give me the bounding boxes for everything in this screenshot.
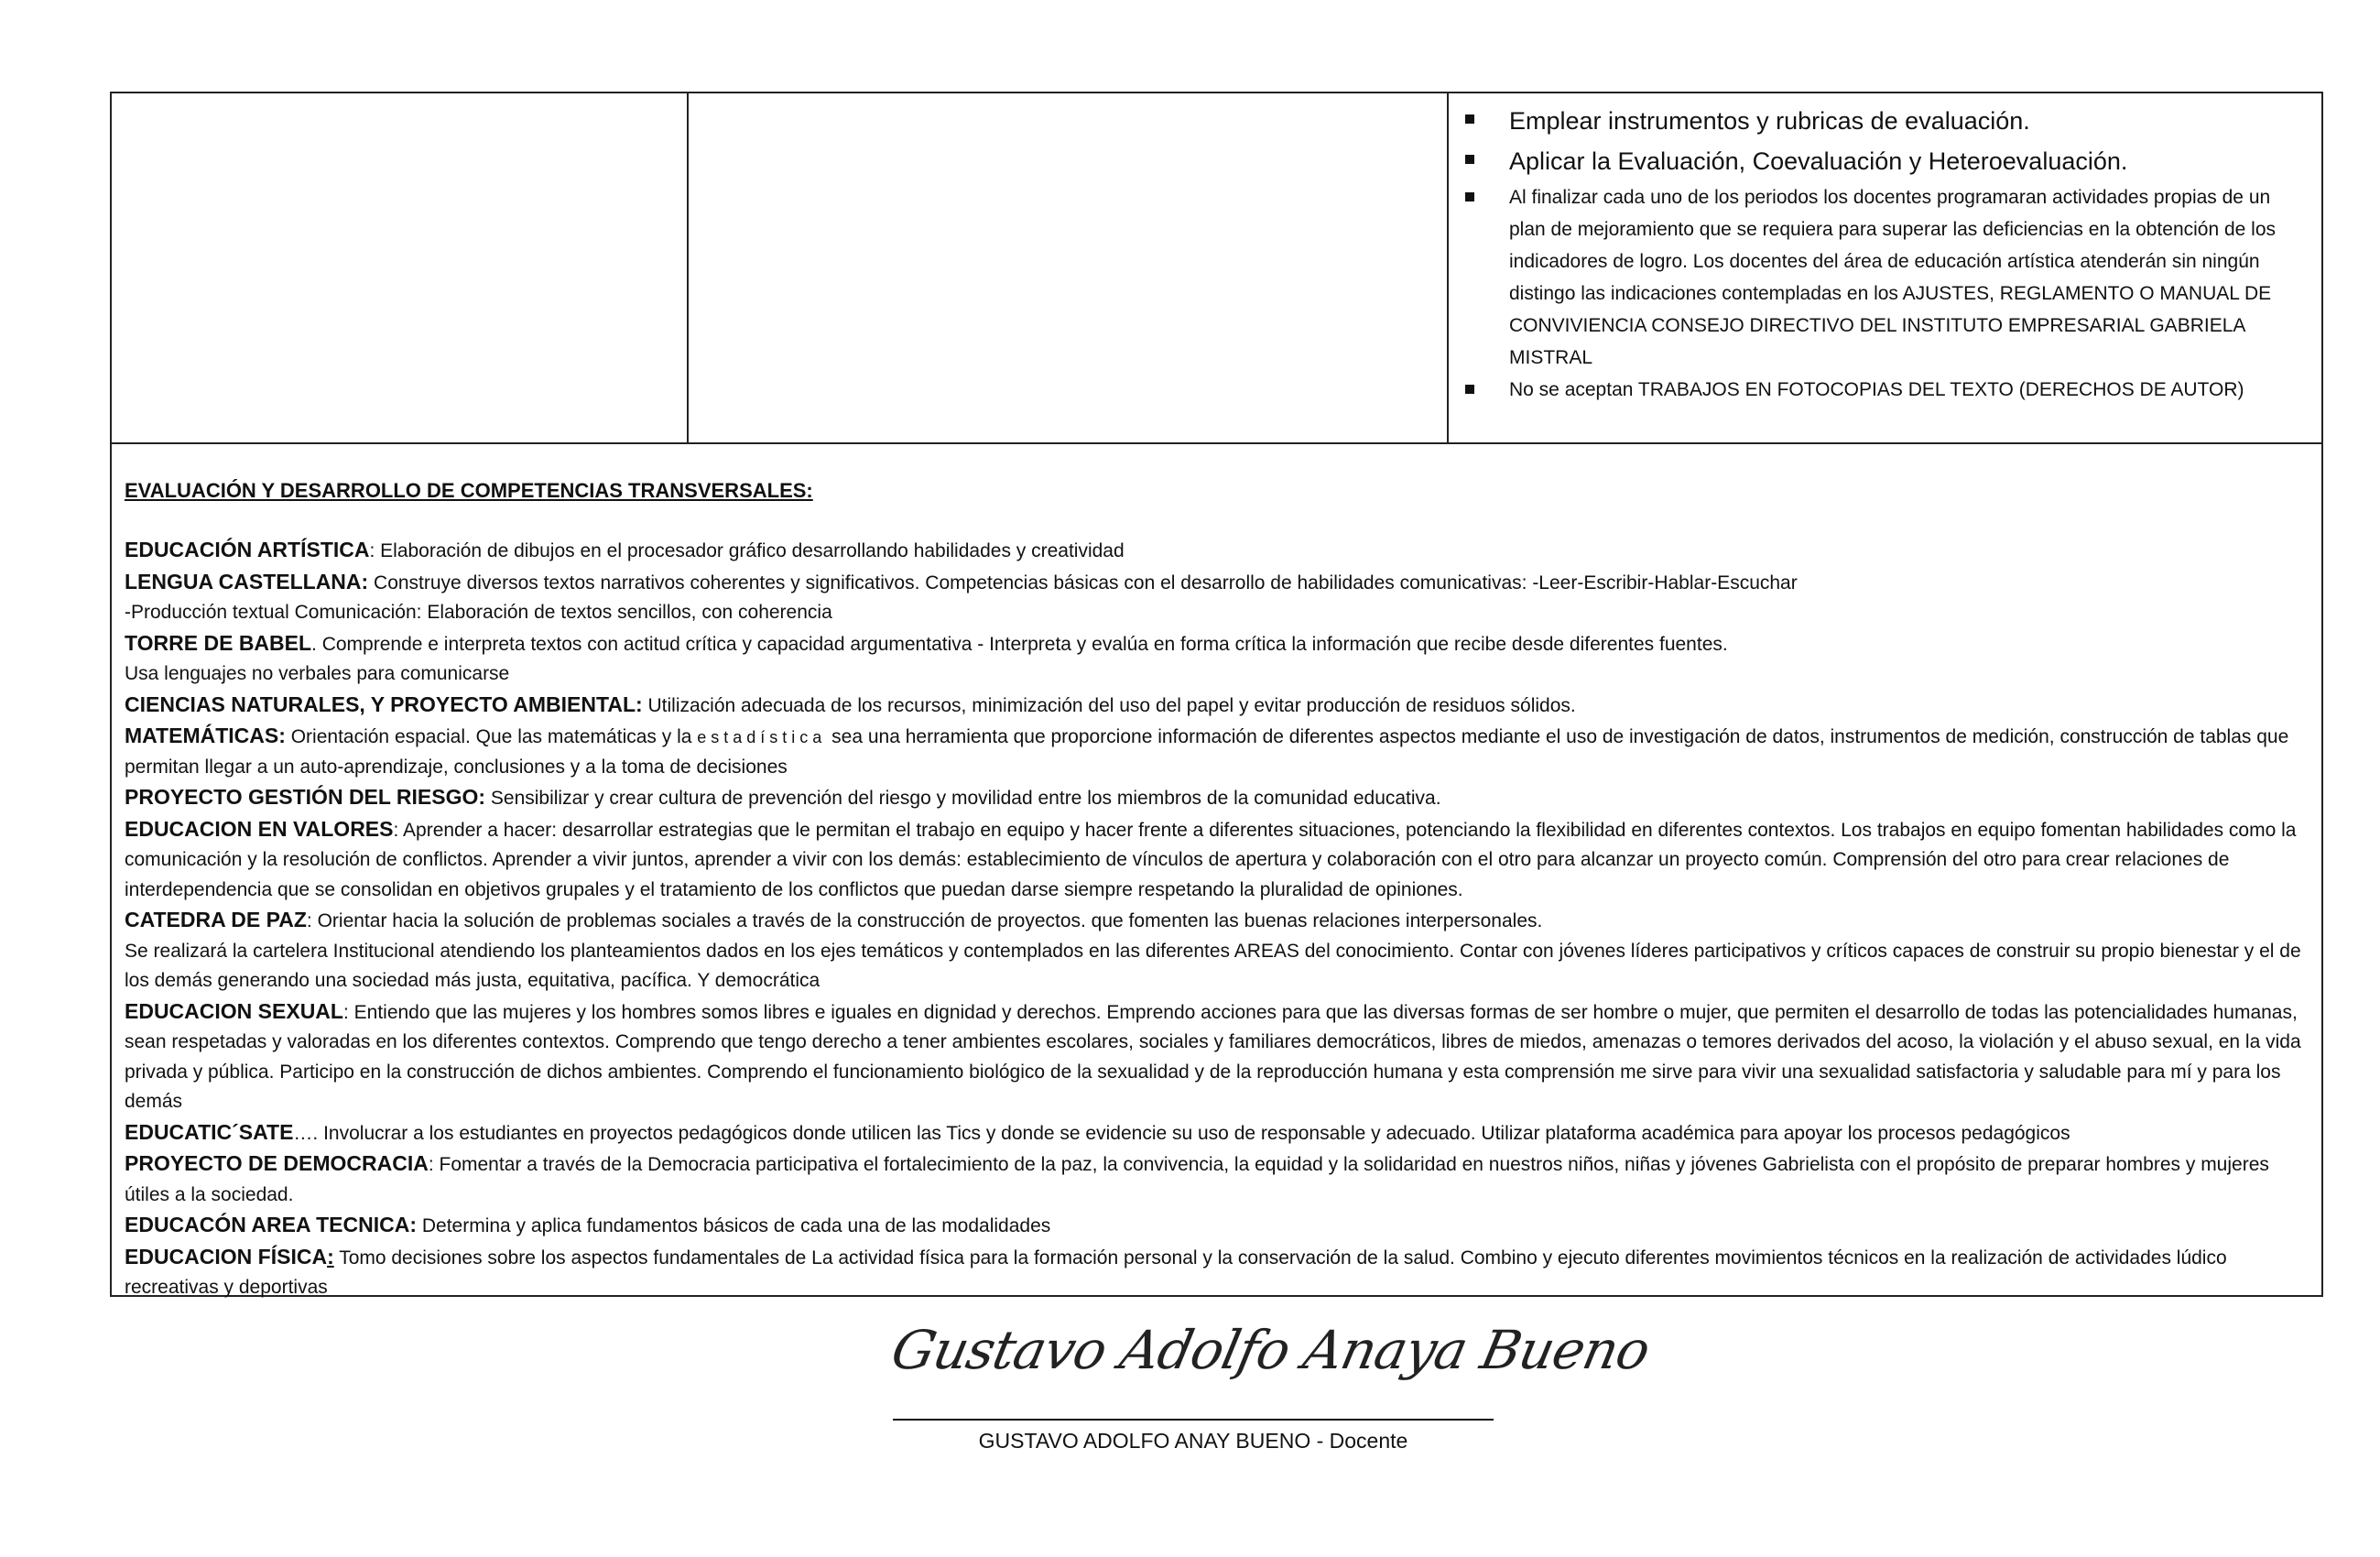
entry-label: TORRE DE BABEL (125, 630, 312, 655)
entry-text-line2: Se realizará la cartelera Institucional atendiendo los planteamientos dados en los ejes temáticos y contemplados en las diferentes AREAS del conocimiento. Contar con jóvenes líderes participativos y críticos capaces de construir su propio bienestar y el de los demás generando una sociedad más justa, equitativa, pacífica. Y democrática (125, 940, 2301, 991)
list-item (1449, 181, 2285, 374)
entry-label: CIENCIAS NATURALES, Y PROYECTO AMBIENTAL: (125, 691, 643, 716)
square-bullet-icon (1465, 155, 1474, 164)
list-item (1449, 141, 2285, 181)
entry-text: …. Involucrar a los estudiantes en proyectos pedagógicos donde utilicen las Tics y donde se evidencie su uso de responsable y adecuado. Utilizar plataforma académica para apoyar los procesos pedagógicos (293, 1122, 2070, 1144)
entry-democracia (125, 1149, 2309, 1210)
criteria-list (1449, 101, 2285, 406)
square-bullet-icon (1465, 114, 1474, 124)
entry-text: : Elaboración de dibujos en el procesador gráfico desarrollando habilidades y creatividad (369, 540, 1125, 561)
competencias-section (110, 443, 2323, 1297)
entry-artistica (125, 535, 2309, 567)
square-bullet-icon (1465, 385, 1474, 394)
bullet-text: Al finalizar cada uno de los periodos los docentes programaran actividades propias de un plan de mejoramiento que se requiera para superar las deficiencias en la obtención de los indicadores de logro. Los docentes del área de educación artística atenderán sin ningún distingo las indicaciones contempladas en los AJUSTES, REGLAMENTO O MANUAL DE CONVIVIENCIA CONSEJO DIRECTIVO DEL INSTITUTO EMPRESARIAL GABRIELA MISTRAL (1509, 187, 2277, 368)
entry-label: EDUCACÓN AREA TECNICA: (125, 1213, 418, 1236)
list-item (1449, 374, 2285, 406)
entry-text-spaced: estadística (697, 728, 827, 746)
entry-torre-babel (125, 628, 2309, 690)
entry-label: CATEDRA DE PAZ (125, 908, 307, 931)
entry-label: LENGUA CASTELLANA: (125, 569, 369, 593)
entry-catedra-paz (125, 905, 2309, 996)
entry-text: Determina y aplica fundamentos básicos de cada una de las modalidades (417, 1215, 1051, 1236)
entry-gestion-riesgo (125, 782, 2309, 814)
entry-label: EDUCACION EN VALORES (125, 816, 394, 841)
table-cell-empty-1 (112, 93, 689, 442)
entry-text: : Fomentar a través de la Democracia participativa el fortalecimiento de la paz, la convivencia, la equidad y la solidaridad en nuestros niños, niñas y jóvenes Gabrielista con el propósito de preparar hombres y mujeres útiles a la sociedad. (125, 1154, 2269, 1205)
table-cell-criteria (1449, 93, 2321, 442)
handwritten-signature: Gustavo Adolfo Anaya Bueno (886, 1319, 1656, 1381)
entry-ciencias (125, 690, 2309, 722)
entry-text-line2: Usa lenguajes no verbales para comunicarse (125, 663, 510, 684)
entry-label: EDUCATIC´SATE (125, 1119, 294, 1144)
entry-label: MATEMÁTICAS: (125, 724, 286, 747)
entry-text: Utilización adecuada de los recursos, minimización del uso del papel y evitar producción de residuos sólidos. (642, 694, 1576, 716)
entry-fisica (125, 1242, 2309, 1303)
entry-text: : Orientar hacia la solución de problemas sociales a través de la construcción de proyectos. que fomenten las buenas relaciones interpersonales. (306, 910, 1543, 931)
signature-line (893, 1419, 1494, 1421)
entry-educatic (125, 1117, 2309, 1149)
entry-label: EDUCACION SEXUAL (125, 998, 343, 1023)
evaluation-table (110, 92, 2323, 444)
square-bullet-icon (1465, 192, 1474, 201)
section-title: EVALUACIÓN Y DESARROLLO DE COMPETENCIAS TRANSVERSALES: (125, 479, 813, 502)
list-item (1449, 101, 2285, 141)
entry-label-colon: : (327, 1244, 334, 1268)
entry-area-tecnica (125, 1210, 2309, 1242)
entry-text: Tomo decisiones sobre los aspectos fundamentales de La actividad física para la formación personal y la conservación de la salud. Combino y ejecuto diferentes movimientos técnicos en la realización de actividades lúdico recreativas y deportivas (125, 1247, 2227, 1298)
signature-caption: GUSTAVO ADOLFO ANAY BUENO - Docente (978, 1429, 1408, 1453)
entry-text: Sensibilizar y crear cultura de prevención del riesgo y movilidad entre los miembros de la comunidad educativa. (485, 788, 1441, 809)
entry-text: : Entiendo que las mujeres y los hombres somos libres e iguales en dignidad y derechos. Emprendo acciones para que las diversas formas de ser hombre o mujer, que permiten el desarrollo de todas las potencialidades humanas, sean respetadas y valoradas en los diferentes contextos. Comprendo que tengo derecho a tener ambientes escolares, sociales y familiares democráticos, libres de miedos, amenazas o temores derivados del acoso, la violación y el abuso sexual, en la vida privada y pública. Participo en la construcción de dichos ambientes. Comprendo el funcionamiento biológico de la sexualidad y de la reproducción humana y esta comprensión me sirve para vivir una sexualidad satisfactoria y saludable para mí y para los demás (125, 1001, 2301, 1112)
entry-matematicas (125, 721, 2309, 782)
entry-text: . Comprende e interpreta textos con actitud crítica y capacidad argumentativa - Interpreta y evalúa en forma crítica la información que recibe desde diferentes fuentes. (311, 633, 1728, 655)
entry-text-line2: -Producción textual Comunicación: Elaboración de textos sencillos, con coherencia (125, 602, 832, 623)
table-cell-empty-2 (689, 93, 1449, 442)
entry-text: Construye diversos textos narrativos coherentes y significativos. Competencias básicas con el desarrollo de habilidades comunicativas: -Leer-Escribir-Hablar-Escuchar (368, 572, 1798, 593)
entry-label: EDUCACIÓN ARTÍSTICA (125, 538, 370, 561)
entry-text: sea una herramienta que proporcione información de diferentes aspectos mediante el uso de investigación de datos, instrumentos de medición, construcción de tablas que permitan llegar a un auto-aprendizaje, conclusiones y a la toma de decisiones (125, 726, 2289, 778)
entry-label: EDUCACION FÍSICA (125, 1244, 328, 1268)
bullet-text: No se aceptan TRABAJOS EN FOTOCOPIAS DEL TEXTO (DERECHOS DE AUTOR) (1509, 379, 2244, 400)
entry-valores (125, 814, 2309, 906)
entry-sexual (125, 996, 2309, 1117)
entry-text: Orientación espacial. Que las matemáticas y la (285, 726, 698, 747)
bullet-text: Aplicar la Evaluación, Coevaluación y Heteroevaluación. (1509, 147, 2128, 175)
entry-text: : Aprender a hacer: desarrollar estrategias que le permitan el trabajo en equipo y hacer frente a diferentes situaciones, potenciando la flexibilidad en diferentes contextos. Los trabajos en equipo fomentan habilidades como la comunicación y la resolución de conflictos. Aprender a vivir juntos, aprender a vivir con los demás: establecimiento de vínculos de apertura y colaboración con el otro para alcanzar un proyecto común. Comprensión del otro para crear relaciones de interdependencia que se consolidan en objetivos grupales y el tratamiento de los conflictos que puedan darse siempre respetando la pluralidad de opiniones. (125, 819, 2297, 900)
entry-label: PROYECTO GESTIÓN DEL RIESGO: (125, 785, 486, 809)
entry-label: PROYECTO DE DEMOCRACIA (125, 1151, 429, 1175)
bullet-text: Emplear instrumentos y rubricas de evaluación. (1509, 107, 2030, 135)
entry-castellana (125, 567, 2309, 628)
